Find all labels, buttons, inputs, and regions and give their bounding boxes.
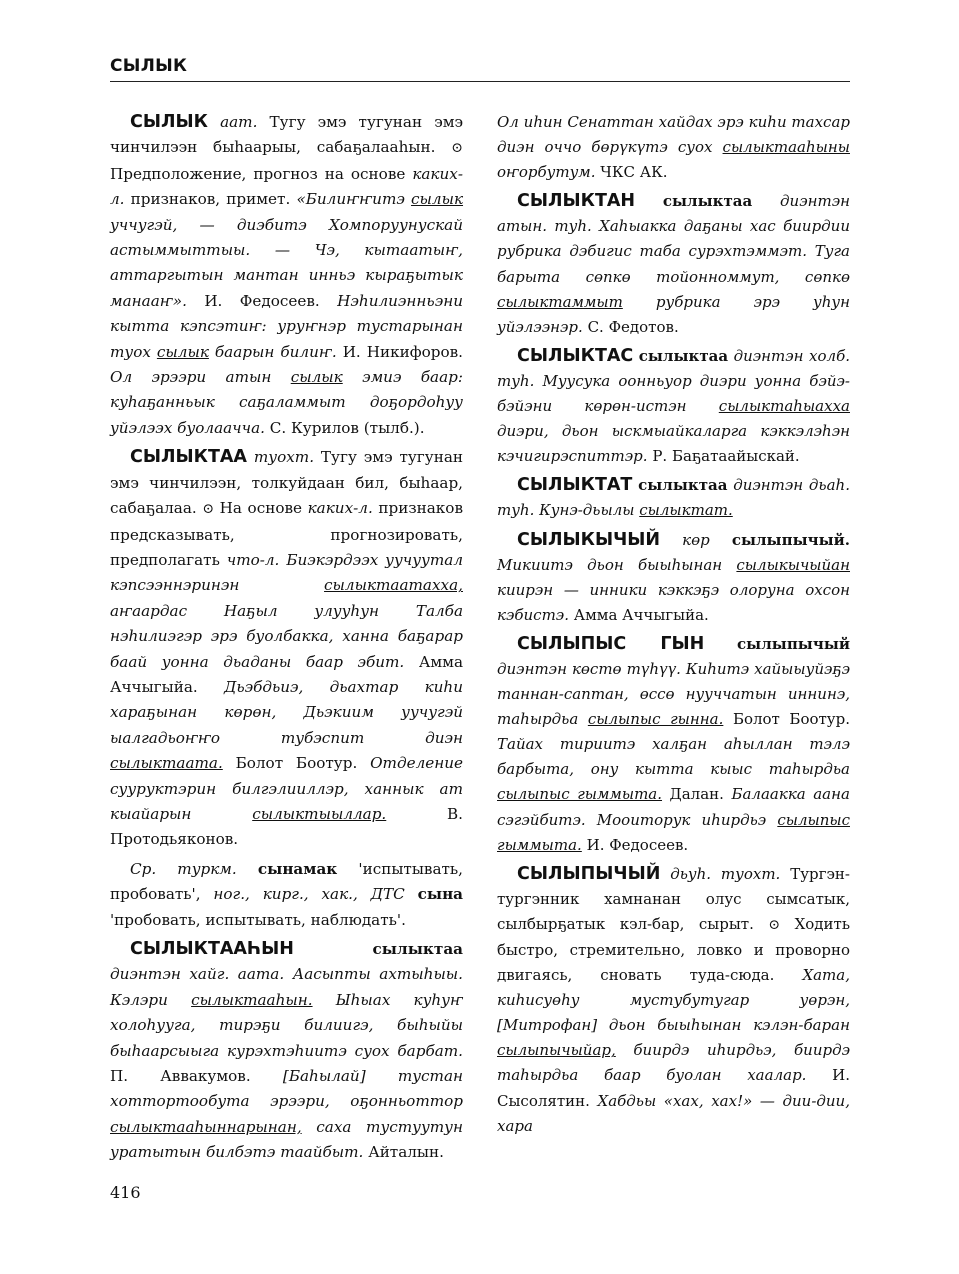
example-word: сылык (290, 368, 343, 387)
example-text: Киһитэ хайыыуйэҕэ таннан-саптан, өссө нууччатын иннинэ, таһырдьа (497, 659, 850, 729)
example-text: оҥорбутум. (497, 163, 596, 182)
russian-translation: Предположение, прогноз на основе (110, 164, 406, 183)
example-word: сылыктааһыннарынан, (110, 1117, 302, 1136)
example-author: Айталын. (368, 1143, 444, 1162)
headword: СЫЛЫКТАА (130, 447, 247, 468)
grammar-label: дьуһ. туохт. (670, 864, 781, 883)
grammar-label: диэнтэн көстө түһүү. (497, 659, 681, 678)
example-author: ЧКС АК. (600, 163, 668, 182)
example-text: Ол иһин Сенаттан хайдах эрэ киһи тахсар диэн оччо бөрүкүтэ суох (497, 113, 850, 157)
dictionary-entry (110, 110, 463, 441)
dictionary-entry (497, 189, 850, 340)
dictionary-entry (497, 862, 850, 1139)
example-author: С. Федотов. (587, 317, 679, 336)
example-author: С. Курилов (тылб.). (269, 418, 425, 437)
example-text: биирдэ иһирдьэ, биирдэ таһырдьа баар буолан хаалар. (497, 1041, 850, 1085)
example-text: киирэн — инники кэккэҕэ олоруна охсон кэбистэ. (497, 580, 850, 624)
example-word: сылык (156, 342, 209, 361)
etymology-label: ДТС (370, 885, 405, 904)
example-text: аҥаардас Наҕыл улууһун Талба нэһилиэгэр эрэ буолбакка, ханна баҕарар баай уонна дьаданы баар эбит. (110, 601, 463, 671)
example-author: Р. Баҕатаайыскай. (652, 447, 800, 466)
example-text: уччугэй, — диэбитэ Хомпоруунускай астыммыттыы. — Чэ, кытаатыҥ, аттаргытын мантан инньэ кыраҕытык манааҥ». (110, 215, 463, 310)
example-word: сылыпычыйар, (497, 1041, 616, 1060)
left-column (110, 110, 463, 1170)
dictionary-entry (497, 473, 850, 523)
example-word: сылыпыс гыммыта. (497, 785, 663, 804)
example-word: сылыктат. (639, 501, 733, 520)
russian-translation-italic: каких-л. (307, 499, 373, 518)
example-author: Болот Боотур. (732, 710, 850, 729)
grammar-label: диэнтэн атын. туһ. (497, 192, 850, 236)
reference-word: сылыпычый (737, 634, 850, 653)
example-text: «Билиҥҥитэ (296, 190, 405, 209)
dictionary-entry (110, 937, 463, 1166)
example-word: сылыкычыйан (736, 555, 850, 574)
etymology-label: Ср. туркм. (130, 859, 237, 878)
etymology-word: сынамак (257, 859, 338, 878)
headword: СЫЛЫКТААҺЫН (130, 939, 294, 959)
example-text: диэри, дьон ыскмыайкаларга кэккэлэһэн кэчигирэспиттэр. (497, 422, 850, 466)
example-text: [Баһылай] тустан хоттортообута эрээри, оҕонньоттор (110, 1067, 464, 1111)
reference-word: сылыктаа (638, 346, 729, 365)
reference-word: сылыктаа (638, 476, 728, 495)
example-text: Аасыпты ахтыһыы. Кэлэри (110, 965, 464, 1009)
example-author: И. Сысолятин. (497, 1066, 850, 1110)
entry-continuation (497, 110, 850, 185)
definition: Тугу эмэ тугунан эмэ чинчилээн быһаарыы, сабаҕалааһын. (110, 113, 464, 157)
definition: Тургэн-тургэнник хамнанан олус сымсатык, сылбырҕатык кэл-бар, сырыт. (497, 864, 850, 933)
example-text: Хабдьы «хах, хах!» — дии-дии, хара (497, 1091, 850, 1135)
example-word: сылыктааһыны (722, 138, 850, 157)
etymology-word: сына (417, 885, 464, 904)
russian-marker-icon: ⊙ (451, 140, 463, 157)
example-text: баарын билиҥ. (214, 342, 337, 361)
example-author: П. Аввакумов. (110, 1067, 251, 1086)
grammar-label: аат. (220, 113, 258, 131)
headword: СЫЛЫК (130, 112, 208, 132)
russian-translation-italic: что-л. (226, 550, 280, 569)
example-word: сылыктаатахха, (324, 576, 463, 595)
russian-marker-icon: ⊙ (768, 916, 781, 933)
etymology-note (110, 857, 463, 933)
example-text: Биэкэрдээх уучуутал кэпсээннэринэн (110, 550, 463, 595)
running-head: СЫЛЫК (110, 56, 850, 82)
example-text: Балаакка аана сэгэйбитэ. Мооиторук иһирдьэ (497, 785, 850, 829)
example-text: Микиитэ дьон быыһынан (497, 555, 723, 574)
example-author: И. Никифоров. (342, 342, 463, 361)
example-author: Далан. (669, 785, 724, 804)
example-author: И. Федосеев. (204, 291, 320, 310)
headword: СЫЛЫКТАС (517, 345, 634, 366)
example-author: В. Протодьяконов. (110, 804, 464, 849)
example-author: Болот Боотур. (235, 754, 358, 773)
example-text: Отделение сууруктэрин билгэлииллэр, ханнык ат кыайарын (110, 754, 464, 823)
example-text: Хата, киһисуөһу мустубутугар уөрэн, [Митрофан] дьон быыһынан кэлэн-баран (497, 966, 850, 1035)
example-text: эмиэ баар: куһаҕанньык саҕаламмыт доҕордоһуу уйэлээх буолаачча. (110, 368, 464, 437)
example-text: саха тустуутун уратытын билбэтэ таайбыт. (110, 1117, 463, 1162)
etymology-label: ног., кирг., хак., (213, 885, 358, 904)
headword: СЫЛЫКЫЧЫЙ (517, 529, 660, 550)
example-text: Тайах тириитэ халҕан аһыллан тэлэ барбыта, ону кытта кыыс таһырдьа (497, 735, 850, 779)
example-word: сылык (411, 190, 464, 209)
dictionary-entry (497, 528, 850, 628)
reference-word: сылыктаа (662, 192, 753, 211)
example-word: сылыктаммыт (497, 292, 623, 311)
dictionary-entry (110, 445, 463, 853)
dictionary-entry (497, 344, 850, 469)
page-number: 416 (110, 1183, 141, 1202)
grammar-label: диэнтэн хайг. аата. (110, 965, 285, 984)
grammar-label: диэнтэн холб. туһ. (497, 346, 850, 390)
russian-translation-italic: каких-л. (110, 164, 463, 209)
example-word: сылыктаһыахха (718, 397, 850, 416)
example-text: Муусука оонньуор диэри уонна бэйэ-бэйэни көрөн-истэн (497, 371, 850, 416)
headword: СЫЛЫКТАН (517, 191, 636, 212)
reference-word: сылыктаа (372, 940, 463, 958)
russian-translation: Ходить быстро, стремительно, ловко и проворно двигаясь, сновать туда-сюда. (497, 914, 850, 985)
russian-translation-end: признаков, примет. (130, 190, 291, 209)
example-text: Нэһилиэнньэни кытта кэпсэтиҥ: уруҥнэр тустарынан туох (110, 291, 463, 361)
example-text: Ыһыах куһуҥ холоһууга, тирэҕи билиигэ, быһыйы быһаарсыыга курэхтэһиитэ суох барбат. (110, 990, 464, 1060)
etymology-gloss: 'пробовать, испытывать, наблюдать'. (110, 910, 406, 929)
grammar-label: туохт. (253, 448, 315, 467)
etymology-gloss: 'испытывать, пробовать', (110, 859, 464, 904)
headword: СЫЛЫПЫС ГЫН (517, 633, 705, 654)
example-word: сылыктыыллар. (252, 804, 387, 823)
definition: Тугу эмэ тугунан эмэ чинчилээн, толкуйдаан бил, быһаар, сабаҕалаа. (110, 448, 464, 518)
example-author: И. Федосеев. (586, 835, 689, 854)
example-text: Хаһыакка даҕаны хас биирдии рубрика дэбигис таба сурэхтэммэт. Туга барыта сөпкө тойонноммут, сөпкө (497, 217, 850, 286)
russian-translation-end: признаков предсказывать, прогнозировать, предполагать (110, 499, 463, 569)
russian-translation: На основе (219, 499, 303, 518)
dictionary-entry (497, 632, 850, 858)
example-word: сылыпыс гынна. (587, 710, 724, 729)
russian-marker-icon: ⊙ (202, 501, 215, 518)
example-text: Кунэ-дьылы (539, 501, 635, 520)
grammar-label: көр (682, 530, 710, 549)
example-text: Ол эрээри атын (110, 368, 272, 387)
page-header (110, 56, 850, 82)
example-word: сылыктаата. (110, 754, 223, 773)
headword: СЫЛЫПЫЧЫЙ (517, 863, 661, 884)
example-text: рубрика эрэ уһун уйэлээнэр. (497, 292, 850, 336)
example-text: Дьэбдьиэ, дьахтар киһи хараҕынан көрөн, Дьэкиим уучугэй ыалгадьоҥҥо тубэспит диэн (110, 677, 463, 747)
headword: СЫЛЫКТАТ (517, 475, 633, 496)
right-column (497, 110, 850, 1143)
example-word: сылыктааһын. (191, 990, 313, 1009)
reference-word: сылыпычый. (731, 530, 850, 549)
example-word: сылыпыс гыммыта. (497, 810, 850, 854)
example-author: Амма Аччыгыйа. (573, 605, 709, 624)
grammar-label: диэнтэн дьаһ. туһ. (497, 476, 850, 520)
example-author: Амма Аччыгыйа. (110, 652, 463, 696)
